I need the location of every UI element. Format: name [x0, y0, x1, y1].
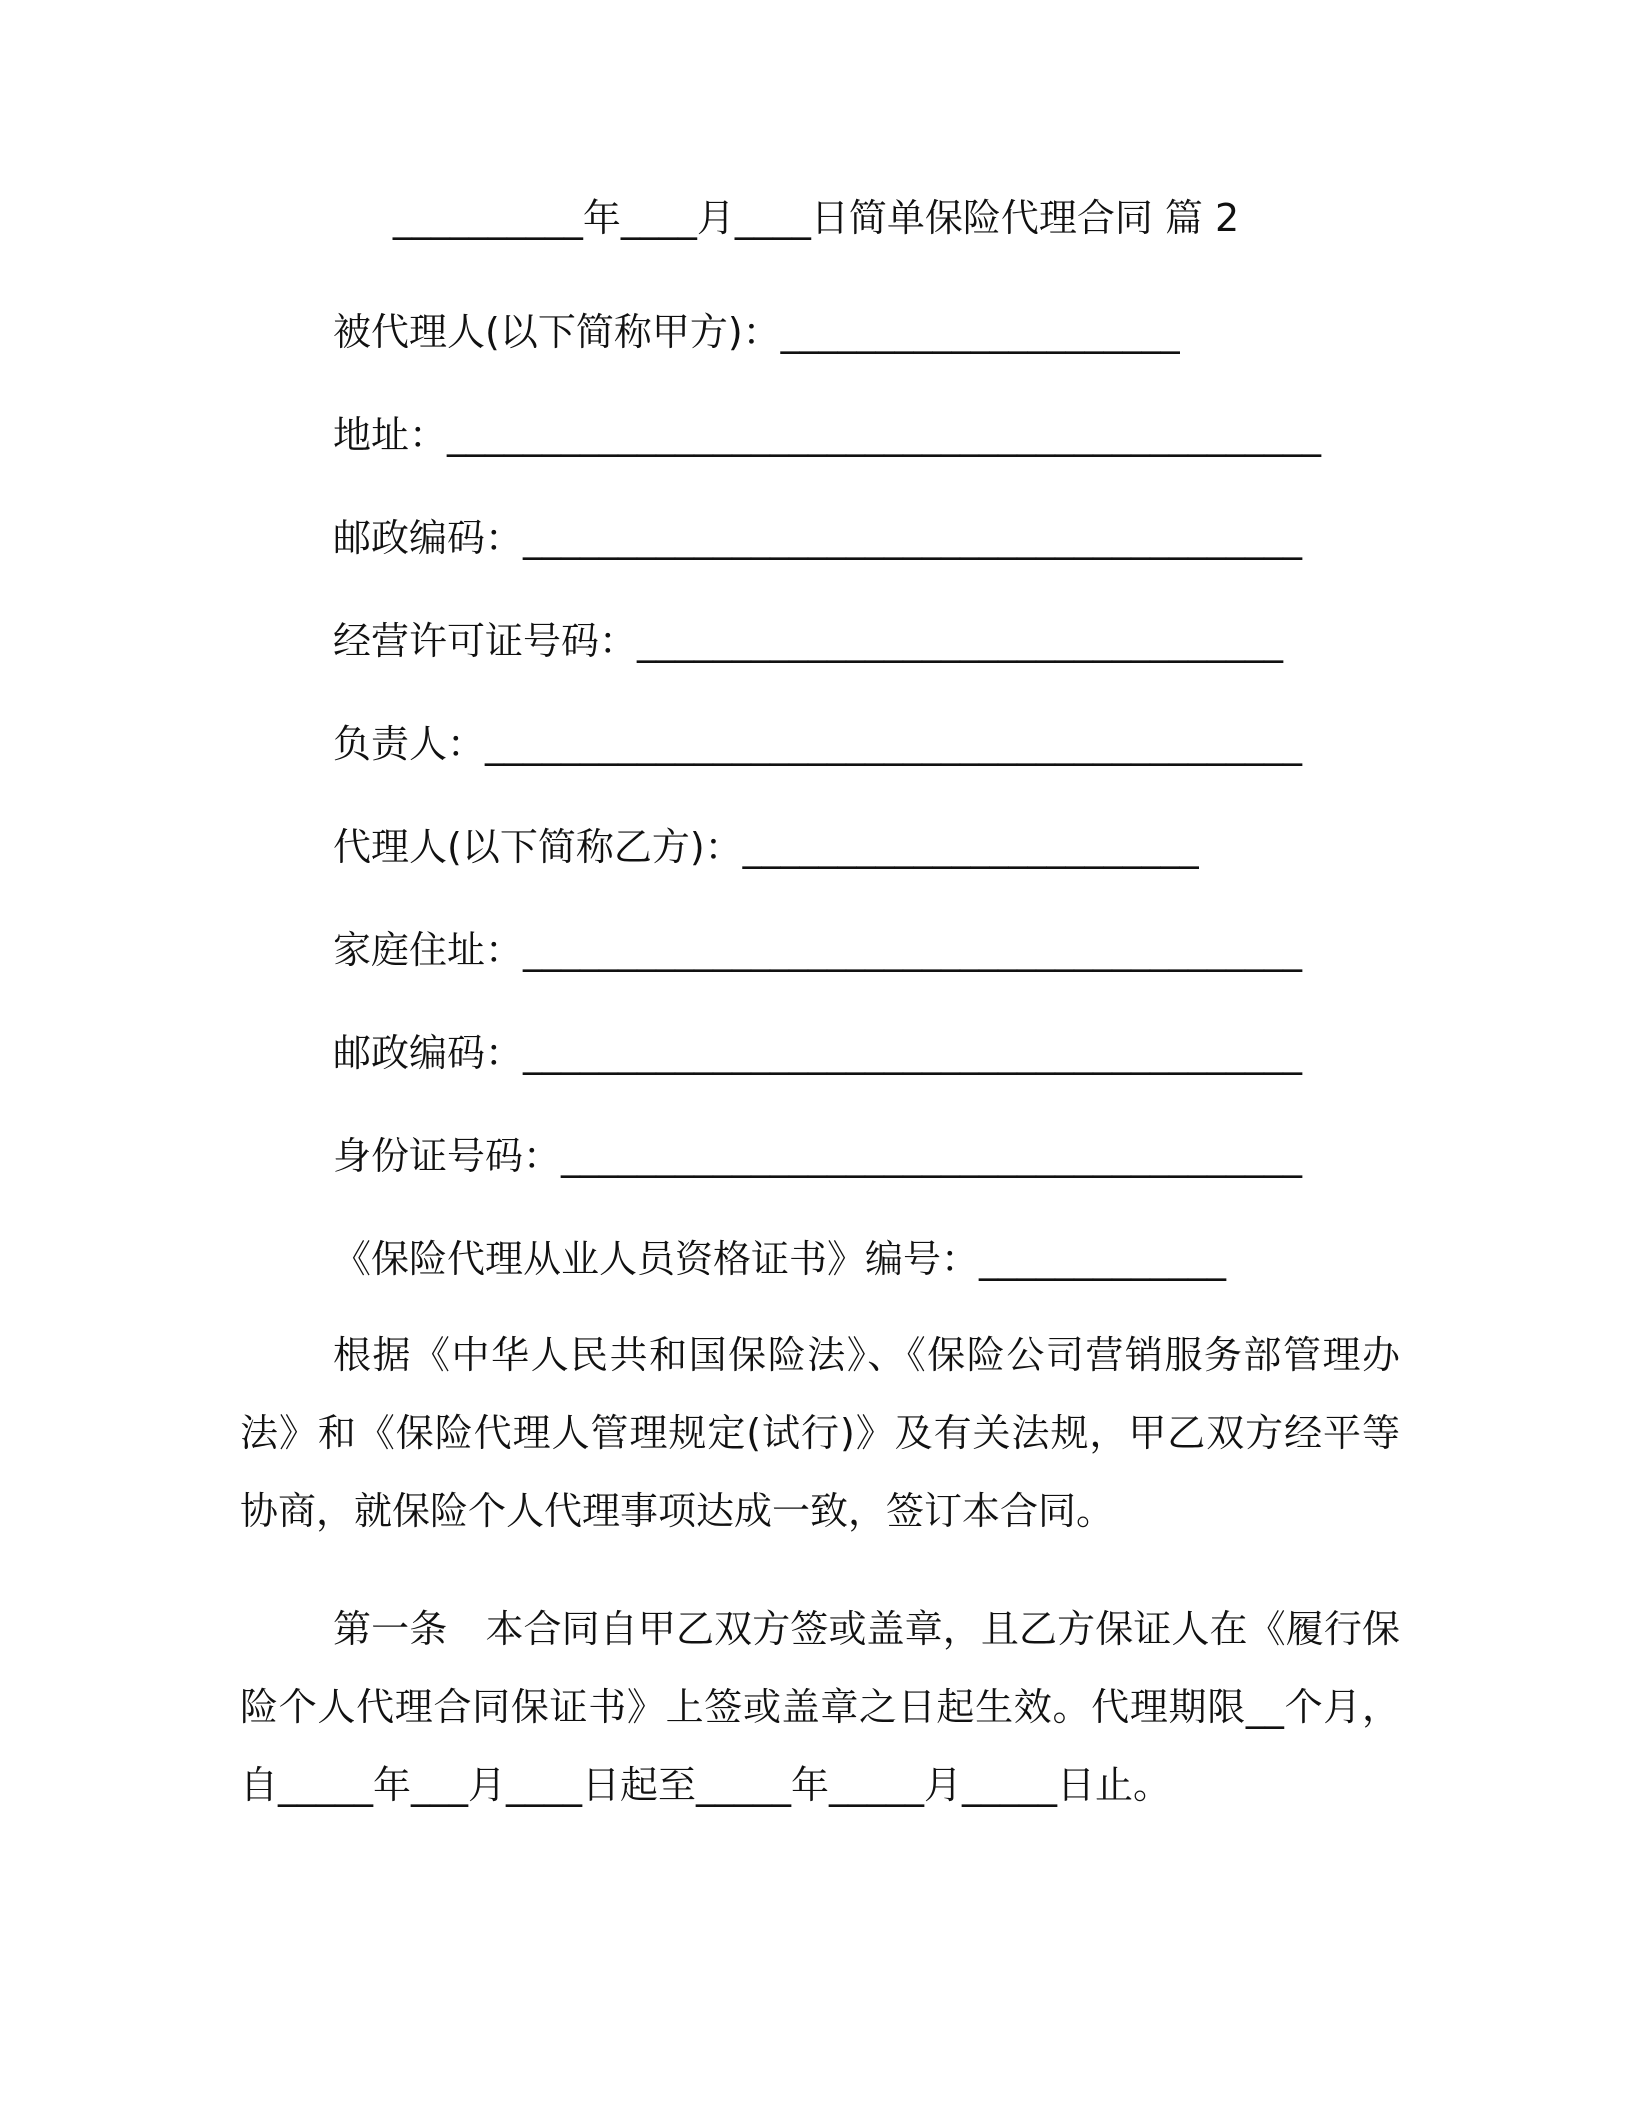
field-person-in-charge [333, 718, 1302, 770]
field-blank: ___________________________________________ [485, 722, 1303, 766]
field-label: 身份证号码： [333, 1134, 562, 1178]
field-blank: __________________________________ [637, 619, 1284, 663]
field-postcode-principal [333, 512, 1302, 564]
field-blank: ______________________________________________ [447, 413, 1322, 457]
field-license-number [333, 615, 1283, 667]
field-label: 《保险代理从业人员资格证书》编号： [333, 1237, 980, 1281]
field-blank: _________________________________________ [523, 928, 1303, 972]
paragraph-preamble: 根据《中华人民共和国保险法》、《保险公司营销服务部管理办法》和《保险代理人管理规定(试行)》及有关法规，甲乙双方经平等协商，就保险个人代理事项达成一致，签订本合同。 [240, 1333, 1400, 1533]
field-blank: _________________________________________ [523, 516, 1303, 560]
field-label: 负责人： [333, 722, 486, 766]
field-label: 地址： [333, 413, 448, 457]
document-title: __________年____月____日简单保险代理合同 篇 2 [392, 196, 1240, 240]
field-label: 代理人(以下简称乙方)： [333, 825, 743, 869]
field-label: 经营许可证号码： [333, 619, 638, 663]
field-label: 被代理人(以下简称甲方)： [333, 310, 781, 354]
field-agent [333, 821, 1199, 873]
field-principal [333, 306, 1180, 358]
field-label: 家庭住址： [333, 928, 524, 972]
field-label: 邮政编码： [333, 516, 524, 560]
paragraph-article-1: 第一条 本合同自甲乙双方签或盖章，且乙方保证人在《履行保险个人代理合同保证书》上签或盖章之日起生效。代理期限__个月，自_____年___月____日起至_____年_____月_____日止。 [240, 1607, 1400, 1807]
field-certificate-number [333, 1233, 1226, 1285]
field-blank: _____________ [979, 1237, 1227, 1281]
field-blank: _________________________________________ [523, 1031, 1303, 1075]
field-postcode-agent [333, 1027, 1302, 1079]
field-home-address [333, 924, 1302, 976]
field-id-number [333, 1130, 1302, 1182]
field-label: 邮政编码： [333, 1031, 524, 1075]
field-blank: ________________________ [742, 825, 1199, 869]
field-blank: _______________________________________ [561, 1134, 1303, 1178]
field-blank: _____________________ [780, 310, 1180, 354]
field-address [333, 409, 1321, 461]
